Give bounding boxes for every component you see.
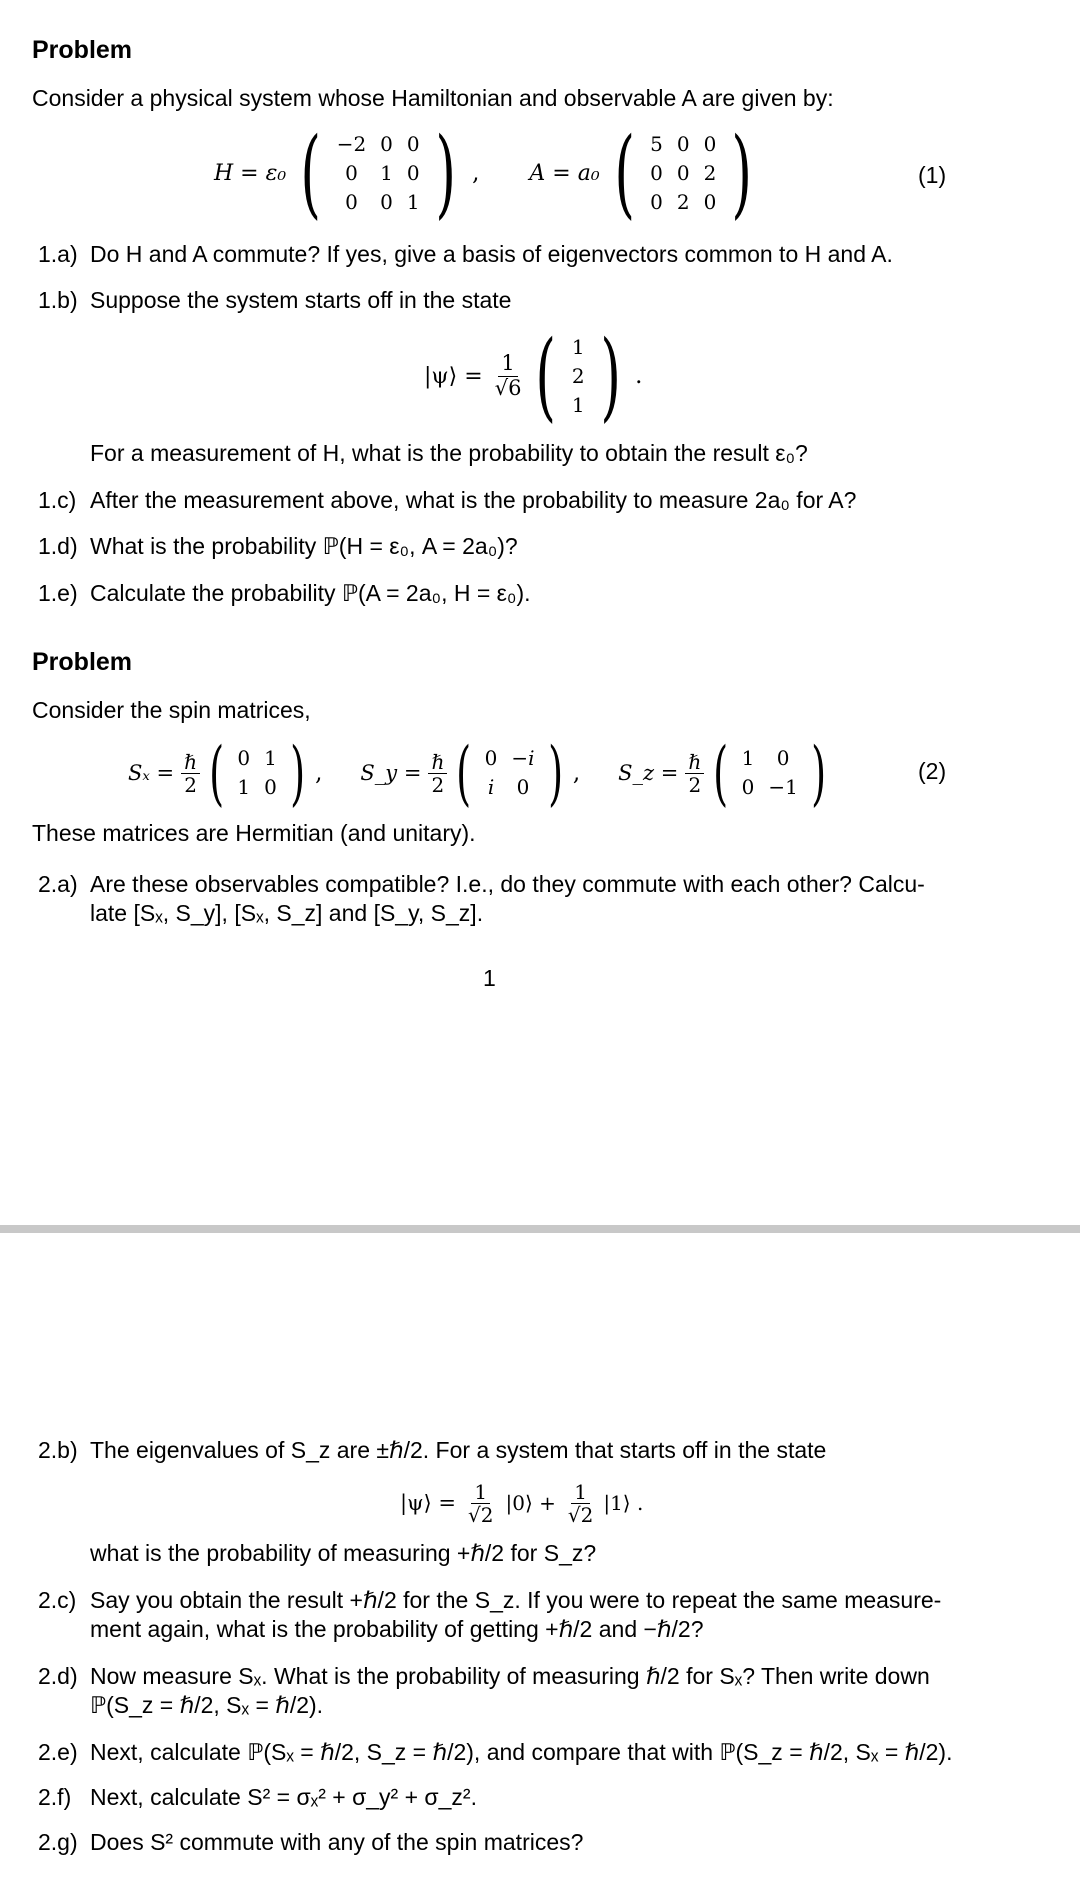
q1c-label: 1.c) xyxy=(38,487,77,513)
sx-matrix: ( 0 1 1 0 ) xyxy=(209,732,305,814)
sz-matrix-cell: 1 xyxy=(741,746,755,770)
q1b-label: 1.b) xyxy=(38,287,78,313)
sx-matrix-cell: 0 xyxy=(237,746,251,770)
a-matrix-cell: 5 xyxy=(650,131,663,156)
sy-matrix-cell: −i xyxy=(511,746,535,770)
psi2-frac-b xyxy=(565,1481,596,1526)
q2b-label: 2.b) xyxy=(38,1437,78,1463)
psi2-ket1: |1⟩ . xyxy=(603,1491,644,1515)
q1a-label: 1.a) xyxy=(38,241,78,267)
page-number: 1 xyxy=(483,965,496,991)
sy-matrix: ( 0 −i i 0 ) xyxy=(456,732,563,814)
sy-matrix-cell: 0 xyxy=(516,775,530,799)
h-matrix-cell: 0 xyxy=(345,160,358,185)
equation-number-2: (2) xyxy=(918,758,947,784)
psi-frac-num: 1 xyxy=(498,352,517,376)
psi-vector: ( 1 2 1 ) xyxy=(535,320,621,432)
problem-2-intro: Consider the spin matrices, xyxy=(32,697,311,723)
a-matrix-cell: 0 xyxy=(650,160,663,185)
sx-two: 2 xyxy=(184,772,197,797)
psi-frac-den: √6 xyxy=(494,375,522,400)
a-matrix-cell: 0 xyxy=(676,160,690,185)
problem-2-heading: Problem xyxy=(32,648,133,676)
sz-matrix-cell: 0 xyxy=(776,746,790,770)
equation-1: H = ε₀ ( −2 0 0 0 1 0 0 0 1 ) , A = a₀ ( 5 0 0 0 0 2 0 2 0 ) xyxy=(214,128,761,218)
a-matrix-cell: 0 xyxy=(676,131,690,156)
q1e-text: Calculate the probability ℙ(A = 2a₀, H = ε₀). xyxy=(90,580,531,606)
sz-two: 2 xyxy=(688,772,702,797)
psi-fraction xyxy=(492,352,525,399)
q2c-line-1: Say you obtain the result +ℏ/2 for the S_z. If you were to repeat the same measure- xyxy=(90,1587,942,1613)
psi2-equation xyxy=(400,1473,643,1533)
q2c-label: 2.c) xyxy=(38,1587,77,1613)
sy-matrix-cell: 0 xyxy=(484,746,498,770)
q1a-text: Do H and A commute? If yes, give a basis of eigenvectors common to H and A. xyxy=(90,241,893,267)
sx-matrix-cell: 1 xyxy=(237,775,251,799)
sz-matrix-cell: 0 xyxy=(741,775,755,799)
problem-1-heading: Problem xyxy=(32,36,133,64)
q2b-text-2: what is the probability of measuring +ℏ/2 for S_z? xyxy=(90,1540,597,1566)
q2f-label: 2.f) xyxy=(38,1784,72,1810)
equation-2: Sₓ = $\frac{\text{ℏ}}{2}$ ( 0 1 1 0 ) , S_y = $\frac{\text{ℏ}}{2}$ ( 0 −i i 0 ) , S_z = $\frac{\text{ℏ}}{2}$ ( 1 0 0 −1 ) xyxy=(128,738,832,808)
sx-matrix-cell: 0 xyxy=(264,775,277,799)
q2a-label: 2.a) xyxy=(38,871,78,897)
psi-end: . xyxy=(635,363,643,389)
q2a-line-1: Are these observables compatible? I.e., do they commute with each other? Calcu- xyxy=(90,871,925,897)
a-matrix-cell: 0 xyxy=(650,189,663,214)
sx-hbar: ℏ xyxy=(181,751,200,774)
q2b-text: The eigenvalues of S_z are ±ℏ/2. For a system that starts off in the state xyxy=(90,1437,827,1463)
q1e-label: 1.e) xyxy=(38,580,78,606)
q1d-label: 1.d) xyxy=(38,533,78,559)
h-matrix-cell: 1 xyxy=(406,189,420,214)
sz-matrix-cell: −1 xyxy=(768,775,798,799)
q1b-text: Suppose the system starts off in the state xyxy=(90,287,512,313)
sy-hbar: ℏ xyxy=(428,751,447,774)
psi2-frac-a-num: 1 xyxy=(471,1481,490,1504)
h-matrix-cell: 1 xyxy=(380,160,393,185)
psi2-lhs: |ψ⟩ = xyxy=(400,1491,457,1515)
h-matrix-cell: −2 xyxy=(336,131,367,156)
a-label: A = a₀ xyxy=(529,160,600,186)
q1c-text: After the measurement above, what is the probability to measure 2a₀ for A? xyxy=(90,487,857,513)
q2e-label: 2.e) xyxy=(38,1739,78,1765)
a-matrix-cell: 0 xyxy=(703,189,717,214)
sx-label: Sₓ = xyxy=(128,761,175,785)
q2g-label: 2.g) xyxy=(38,1829,78,1855)
h-matrix-cell: 0 xyxy=(345,189,358,214)
q2c-line-2: ment again, what is the probability of getting +ℏ/2 and −ℏ/2? xyxy=(90,1616,704,1642)
q2g-text: Does S² commute with any of the spin matrices? xyxy=(90,1829,584,1855)
h-matrix-cell: 0 xyxy=(406,160,420,185)
sz-matrix: ( 1 0 0 −1 ) xyxy=(713,732,826,814)
q1d-text: What is the probability ℙ(H = ε₀, A = 2a₀)? xyxy=(90,533,518,559)
psi-vector-cell: 1 xyxy=(571,334,585,359)
h-matrix-cell: 0 xyxy=(406,131,420,156)
psi2-frac-a xyxy=(465,1481,496,1526)
sx-matrix-cell: 1 xyxy=(264,746,277,770)
page-2 xyxy=(0,1233,1080,1883)
q2e-text: Next, calculate ℙ(Sₓ = ℏ/2, S_z = ℏ/2), and compare that with ℙ(S_z = ℏ/2, Sₓ = ℏ/2). xyxy=(90,1739,953,1765)
q2d-line-1: Now measure Sₓ. What is the probability of measuring ℏ/2 for Sₓ? Then write down xyxy=(90,1663,930,1689)
q2d-line-2: ℙ(S_z = ℏ/2, Sₓ = ℏ/2). xyxy=(90,1692,324,1718)
q1b-text-2: For a measurement of H, what is the probability to obtain the result ε₀? xyxy=(90,440,808,466)
psi-vector-cell: 1 xyxy=(571,392,585,417)
q2f-text: Next, calculate S² = σₓ² + σ_y² + σ_z². xyxy=(90,1784,477,1810)
sy-two: 2 xyxy=(431,772,445,797)
a-matrix-cell: 0 xyxy=(703,131,717,156)
psi-equation xyxy=(424,320,643,432)
psi2-frac-a-den: √2 xyxy=(468,1502,494,1527)
sy-matrix-cell: i xyxy=(487,775,495,799)
h-matrix: ( −2 0 0 0 1 0 0 0 1 ) xyxy=(300,117,456,229)
h-matrix-cell: 0 xyxy=(380,131,393,156)
a-matrix-cell: 2 xyxy=(676,189,690,214)
equation-number-1: (1) xyxy=(918,162,947,188)
q2d-label: 2.d) xyxy=(38,1663,78,1689)
psi-lhs: |ψ⟩ = xyxy=(424,363,483,389)
psi2-frac-b-num: 1 xyxy=(571,1481,590,1504)
sz-label: S_z = xyxy=(618,761,679,785)
sy-label: S_y = xyxy=(360,761,422,785)
a-matrix-cell: 2 xyxy=(703,160,717,185)
sx-hbar-over-2 xyxy=(181,751,200,796)
q2a-line-2: late [Sₓ, S_y], [Sₓ, S_z] and [S_y, S_z]. xyxy=(90,900,484,926)
h-label: H = ε₀ xyxy=(214,160,287,186)
sz-hbar-over-2 xyxy=(685,751,704,796)
psi2-frac-b-den: √2 xyxy=(567,1502,594,1527)
a-matrix: ( 5 0 0 0 0 2 0 2 0 ) xyxy=(614,117,753,229)
psi-vector-cell: 2 xyxy=(571,363,585,388)
problem-1-intro: Consider a physical system whose Hamiltonian and observable A are given by: xyxy=(32,85,834,111)
psi2-ket0: |0⟩ + xyxy=(505,1491,556,1515)
sy-hbar-over-2 xyxy=(428,751,447,796)
page-separator xyxy=(0,1225,1080,1233)
h-matrix-cell: 0 xyxy=(380,189,393,214)
hermitian-text: These matrices are Hermitian (and unitary). xyxy=(32,820,476,846)
sz-hbar: ℏ xyxy=(685,751,704,774)
